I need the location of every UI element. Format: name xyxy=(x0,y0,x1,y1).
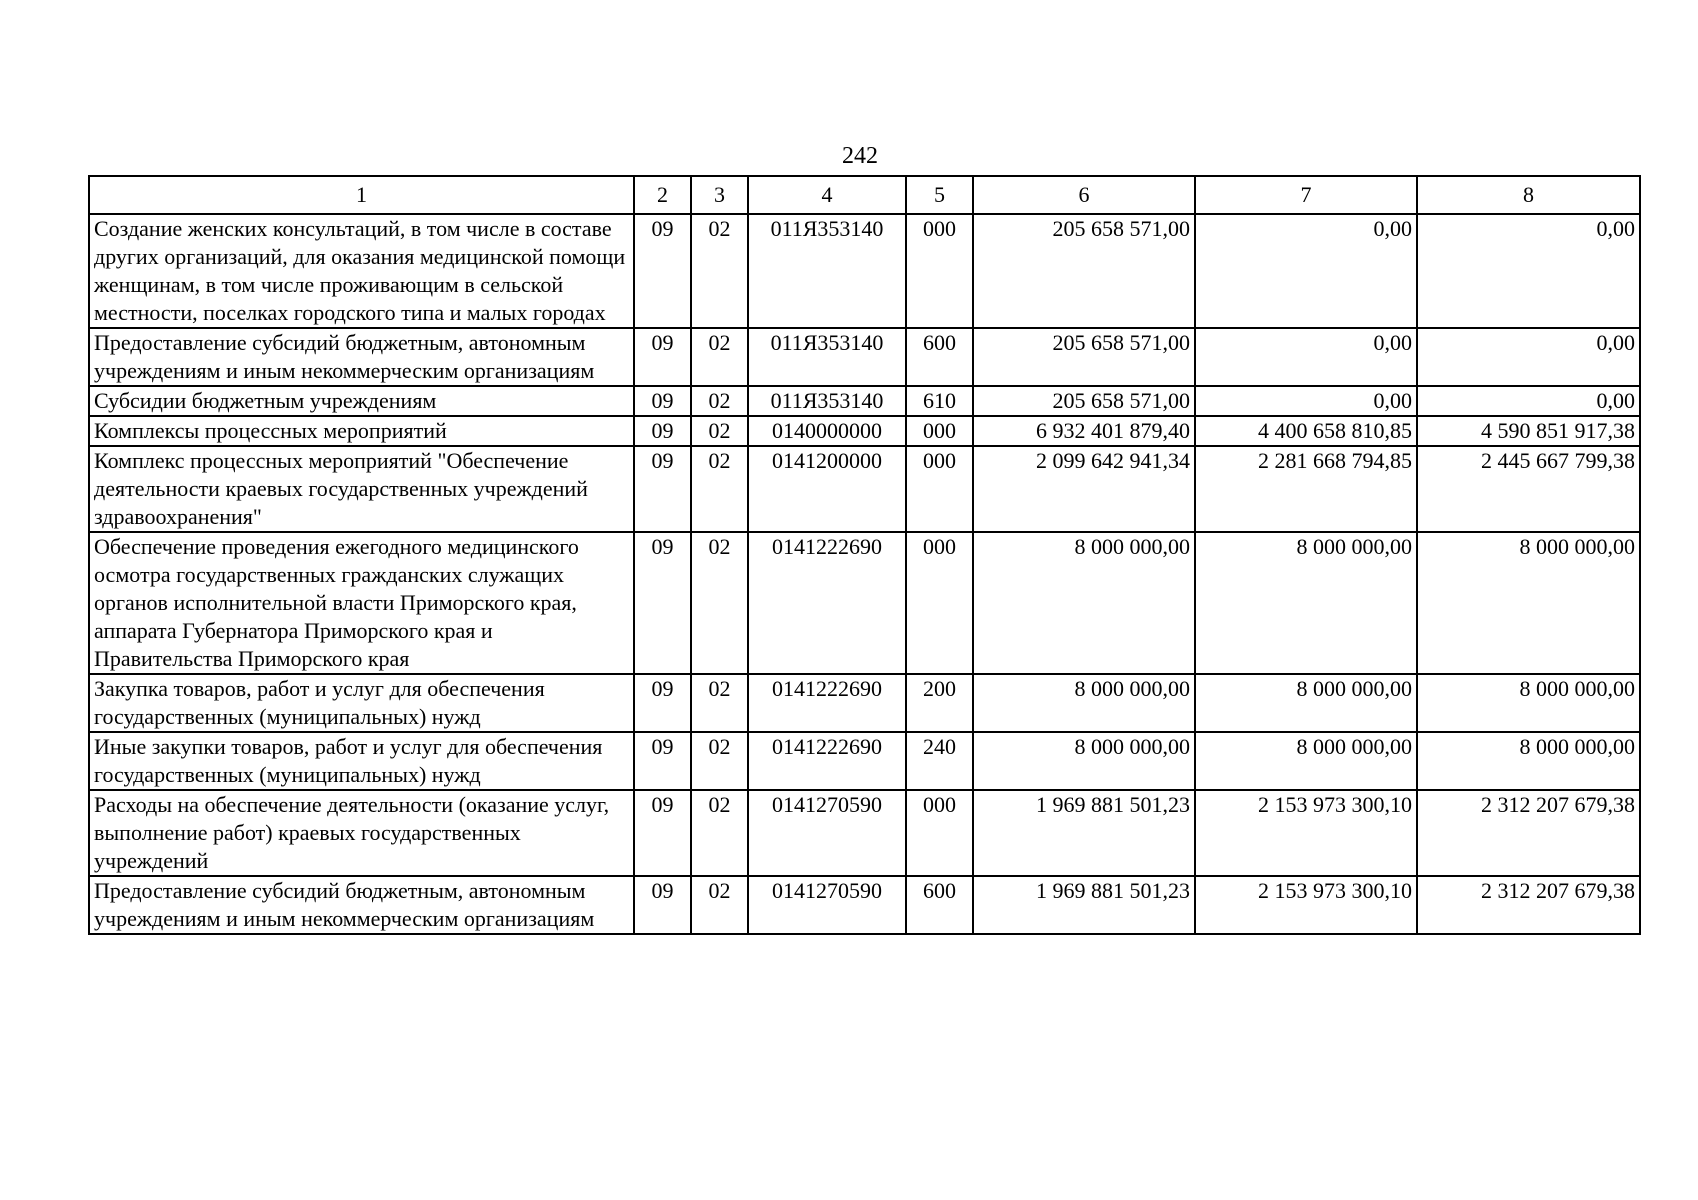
row-target-code: 0141270590 xyxy=(748,876,906,934)
row-amount-col6: 205 658 571,00 xyxy=(973,328,1195,386)
table-body xyxy=(89,214,1640,934)
table-row xyxy=(89,876,1640,934)
row-amount-col7: 8 000 000,00 xyxy=(1195,532,1417,674)
row-subsection: 02 xyxy=(691,214,748,328)
row-subsection: 02 xyxy=(691,732,748,790)
row-expense-type: 000 xyxy=(906,416,973,446)
row-amount-col8: 8 000 000,00 xyxy=(1417,732,1640,790)
row-subsection: 02 xyxy=(691,328,748,386)
row-section: 09 xyxy=(634,790,691,876)
row-target-code: 011Я353140 xyxy=(748,328,906,386)
row-expense-type: 600 xyxy=(906,876,973,934)
table-row xyxy=(89,328,1640,386)
table-row xyxy=(89,790,1640,876)
header-row xyxy=(89,176,1640,214)
row-expense-type: 000 xyxy=(906,790,973,876)
row-subsection: 02 xyxy=(691,446,748,532)
header-col-2: 2 xyxy=(634,176,691,214)
row-amount-col8: 2 312 207 679,38 xyxy=(1417,790,1640,876)
row-amount-col7: 2 153 973 300,10 xyxy=(1195,790,1417,876)
row-target-code: 0141270590 xyxy=(748,790,906,876)
budget-table xyxy=(88,175,1641,935)
row-amount-col8: 4 590 851 917,38 xyxy=(1417,416,1640,446)
row-subsection: 02 xyxy=(691,416,748,446)
header-col-7: 7 xyxy=(1195,176,1417,214)
row-amount-col8: 8 000 000,00 xyxy=(1417,532,1640,674)
row-expense-type: 610 xyxy=(906,386,973,416)
row-section: 09 xyxy=(634,328,691,386)
row-name: Предоставление субсидий бюджетным, автономным учреждениям и иным некоммерческим организациям xyxy=(89,328,634,386)
row-amount-col8: 8 000 000,00 xyxy=(1417,674,1640,732)
row-amount-col7: 0,00 xyxy=(1195,386,1417,416)
row-subsection: 02 xyxy=(691,532,748,674)
row-amount-col6: 205 658 571,00 xyxy=(973,386,1195,416)
row-expense-type: 000 xyxy=(906,446,973,532)
row-amount-col8: 0,00 xyxy=(1417,214,1640,328)
row-name: Предоставление субсидий бюджетным, автономным учреждениям и иным некоммерческим организациям xyxy=(89,876,634,934)
row-amount-col6: 1 969 881 501,23 xyxy=(973,790,1195,876)
row-amount-col6: 6 932 401 879,40 xyxy=(973,416,1195,446)
row-target-code: 0141200000 xyxy=(748,446,906,532)
row-subsection: 02 xyxy=(691,876,748,934)
row-section: 09 xyxy=(634,532,691,674)
row-amount-col7: 2 281 668 794,85 xyxy=(1195,446,1417,532)
table-header xyxy=(89,176,1640,214)
header-col-6: 6 xyxy=(973,176,1195,214)
row-subsection: 02 xyxy=(691,674,748,732)
row-amount-col7: 8 000 000,00 xyxy=(1195,732,1417,790)
row-amount-col8: 0,00 xyxy=(1417,386,1640,416)
row-amount-col7: 0,00 xyxy=(1195,328,1417,386)
row-name: Обеспечение проведения ежегодного медицинского осмотра государственных гражданских служащих органов исполнительной власти Приморского края, аппарата Губернатора Приморского края и Правительства Приморского края xyxy=(89,532,634,674)
header-col-5: 5 xyxy=(906,176,973,214)
row-section: 09 xyxy=(634,446,691,532)
table-row xyxy=(89,386,1640,416)
row-expense-type: 600 xyxy=(906,328,973,386)
table-row xyxy=(89,732,1640,790)
row-amount-col6: 8 000 000,00 xyxy=(973,674,1195,732)
header-col-1: 1 xyxy=(89,176,634,214)
row-amount-col8: 0,00 xyxy=(1417,328,1640,386)
row-target-code: 0141222690 xyxy=(748,532,906,674)
row-section: 09 xyxy=(634,876,691,934)
row-amount-col6: 2 099 642 941,34 xyxy=(973,446,1195,532)
row-amount-col6: 8 000 000,00 xyxy=(973,532,1195,674)
row-amount-col7: 8 000 000,00 xyxy=(1195,674,1417,732)
row-name: Иные закупки товаров, работ и услуг для обеспечения государственных (муниципальных) нужд xyxy=(89,732,634,790)
row-expense-type: 200 xyxy=(906,674,973,732)
row-section: 09 xyxy=(634,214,691,328)
row-target-code: 011Я353140 xyxy=(748,214,906,328)
row-name: Комплекс процессных мероприятий "Обеспечение деятельности краевых государственных учреждений здравоохранения" xyxy=(89,446,634,532)
table-row xyxy=(89,416,1640,446)
row-subsection: 02 xyxy=(691,386,748,416)
row-name: Субсидии бюджетным учреждениям xyxy=(89,386,634,416)
row-expense-type: 240 xyxy=(906,732,973,790)
table-row xyxy=(89,214,1640,328)
header-col-4: 4 xyxy=(748,176,906,214)
page-number: 242 xyxy=(842,143,878,169)
header-col-3: 3 xyxy=(691,176,748,214)
row-amount-col6: 205 658 571,00 xyxy=(973,214,1195,328)
row-expense-type: 000 xyxy=(906,532,973,674)
row-amount-col7: 4 400 658 810,85 xyxy=(1195,416,1417,446)
row-section: 09 xyxy=(634,674,691,732)
row-name: Закупка товаров, работ и услуг для обеспечения государственных (муниципальных) нужд xyxy=(89,674,634,732)
row-name: Расходы на обеспечение деятельности (оказание услуг, выполнение работ) краевых государственных учреждений xyxy=(89,790,634,876)
row-amount-col7: 0,00 xyxy=(1195,214,1417,328)
row-target-code: 0140000000 xyxy=(748,416,906,446)
table-row xyxy=(89,446,1640,532)
table-row xyxy=(89,674,1640,732)
row-target-code: 0141222690 xyxy=(748,732,906,790)
row-amount-col6: 1 969 881 501,23 xyxy=(973,876,1195,934)
row-amount-col8: 2 445 667 799,38 xyxy=(1417,446,1640,532)
header-col-8: 8 xyxy=(1417,176,1640,214)
row-amount-col7: 2 153 973 300,10 xyxy=(1195,876,1417,934)
row-name: Комплексы процессных мероприятий xyxy=(89,416,634,446)
row-target-code: 0141222690 xyxy=(748,674,906,732)
row-name: Создание женских консультаций, в том числе в составе других организаций, для оказания медицинской помощи женщинам, в том числе проживающим в сельской местности, поселках городского типа и малых городах xyxy=(89,214,634,328)
row-section: 09 xyxy=(634,732,691,790)
row-section: 09 xyxy=(634,386,691,416)
row-target-code: 011Я353140 xyxy=(748,386,906,416)
row-subsection: 02 xyxy=(691,790,748,876)
row-amount-col8: 2 312 207 679,38 xyxy=(1417,876,1640,934)
row-amount-col6: 8 000 000,00 xyxy=(973,732,1195,790)
row-section: 09 xyxy=(634,416,691,446)
table-row xyxy=(89,532,1640,674)
row-expense-type: 000 xyxy=(906,214,973,328)
